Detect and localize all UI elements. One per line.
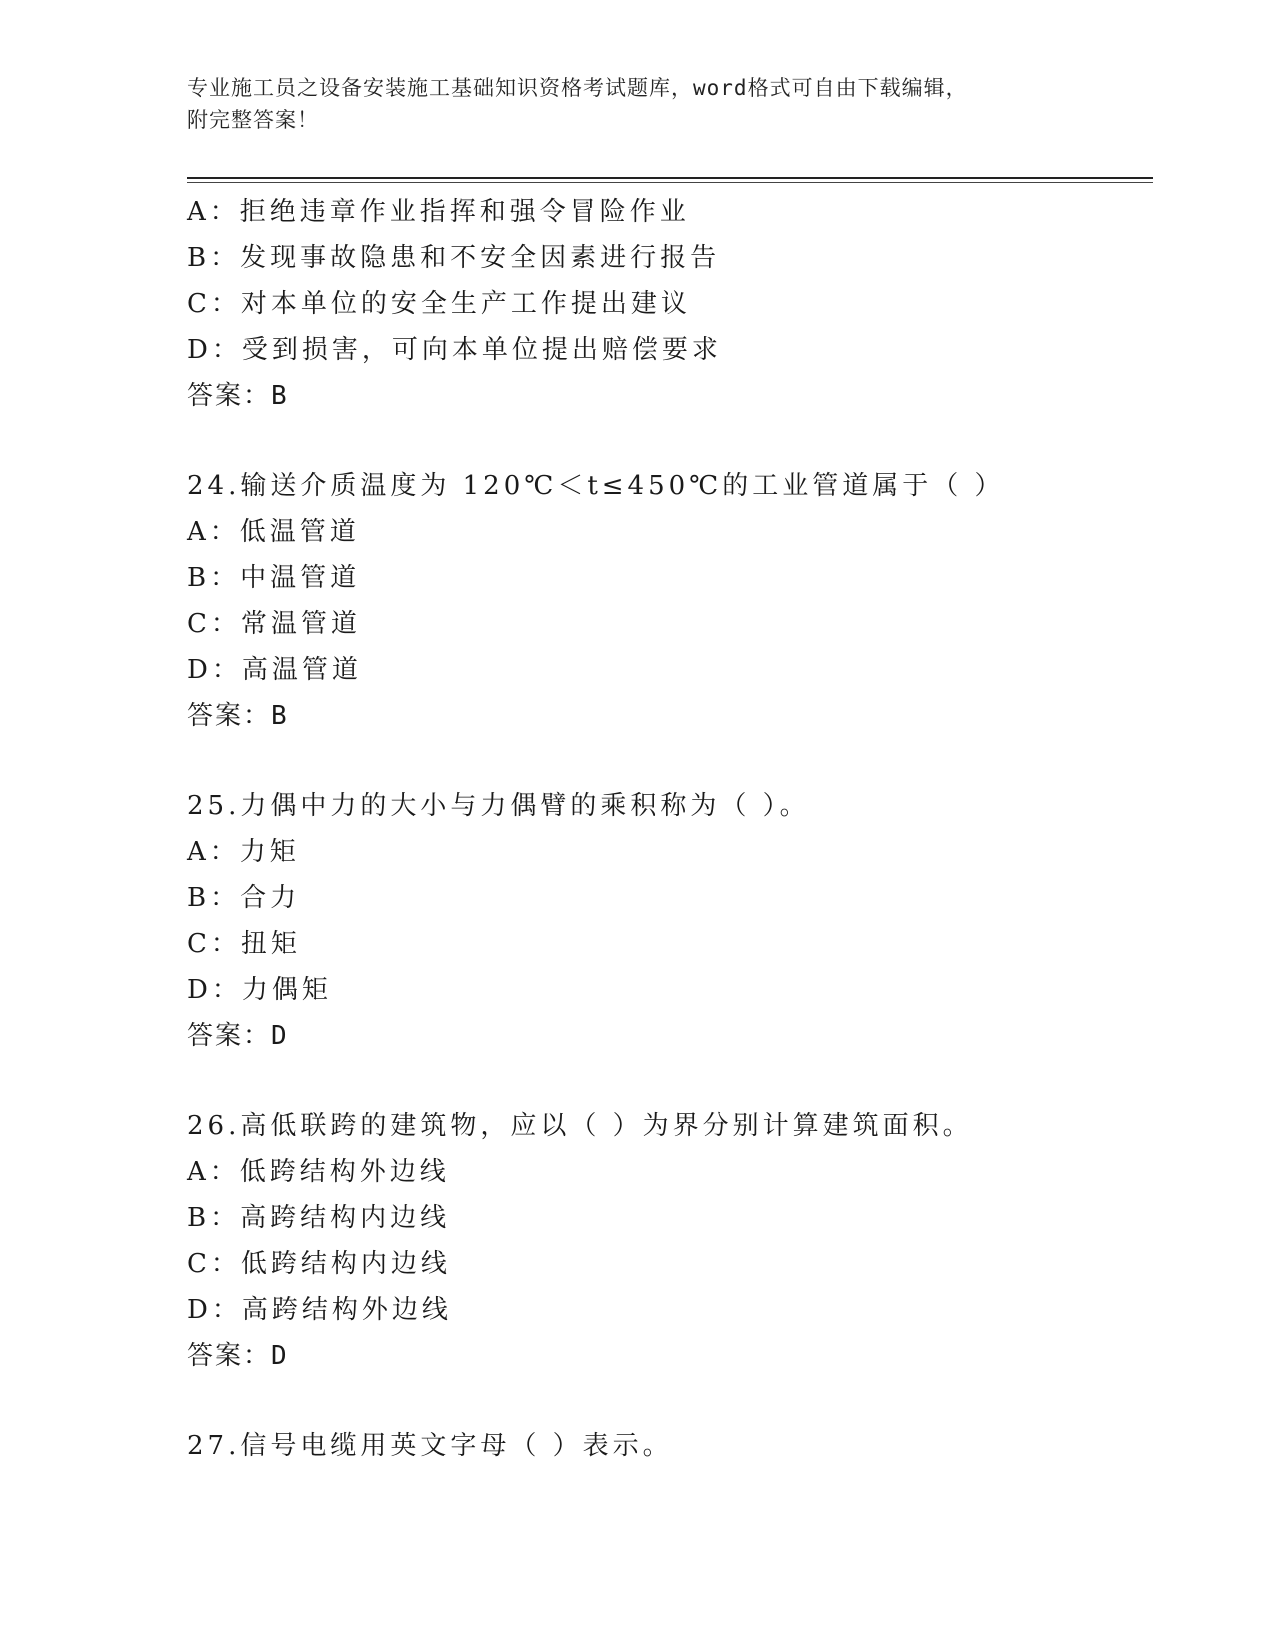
question-title: 24.输送介质温度为 120℃＜t≤450℃的工业管道属于（ ）	[187, 471, 1005, 501]
option-d: D：高跨结构外边线	[187, 1295, 452, 1325]
answer: 答案：D	[187, 1341, 289, 1371]
document-header	[187, 72, 1067, 136]
answer: 答案：B	[187, 701, 289, 731]
question-25	[187, 783, 1153, 1059]
header-divider-thick	[187, 177, 1153, 179]
question-list	[187, 189, 1153, 1469]
option-d: D：受到损害，可向本单位提出赔偿要求	[187, 335, 722, 365]
option-b: B：高跨结构内边线	[187, 1203, 451, 1233]
answer: 答案：B	[187, 381, 289, 411]
option-d: D：高温管道	[187, 655, 362, 685]
option-c: C：常温管道	[187, 609, 361, 639]
option-a: A：低温管道	[187, 517, 360, 547]
option-a: A：拒绝违章作业指挥和强令冒险作业	[187, 197, 690, 227]
question-26	[187, 1103, 1153, 1379]
option-b: B：发现事故隐患和不安全因素进行报告	[187, 243, 721, 273]
question-title: 27.信号电缆用英文字母（ ）表示。	[187, 1431, 673, 1461]
header-divider-thin	[187, 182, 1153, 183]
option-a: A：低跨结构外边线	[187, 1157, 450, 1187]
header-line-1: 专业施工员之设备安装施工基础知识资格考试题库，word格式可自由下载编辑，	[187, 76, 968, 100]
question-23	[187, 189, 1153, 419]
header-line-2: 附完整答案！	[187, 108, 319, 132]
option-c: C：扭矩	[187, 929, 301, 959]
question-title: 25.力偶中力的大小与力偶臂的乘积称为（ ）。	[187, 791, 810, 821]
question-title: 26.高低联跨的建筑物，应以（ ）为界分别计算建筑面积。	[187, 1111, 973, 1141]
question-24	[187, 463, 1153, 739]
option-c: C：对本单位的安全生产工作提出建议	[187, 289, 691, 319]
option-b: B：中温管道	[187, 563, 361, 593]
option-c: C：低跨结构内边线	[187, 1249, 451, 1279]
answer: 答案：D	[187, 1021, 289, 1051]
option-a: A：力矩	[187, 837, 300, 867]
option-d: D：力偶矩	[187, 975, 332, 1005]
question-27	[187, 1423, 1153, 1469]
option-b: B：合力	[187, 883, 301, 913]
